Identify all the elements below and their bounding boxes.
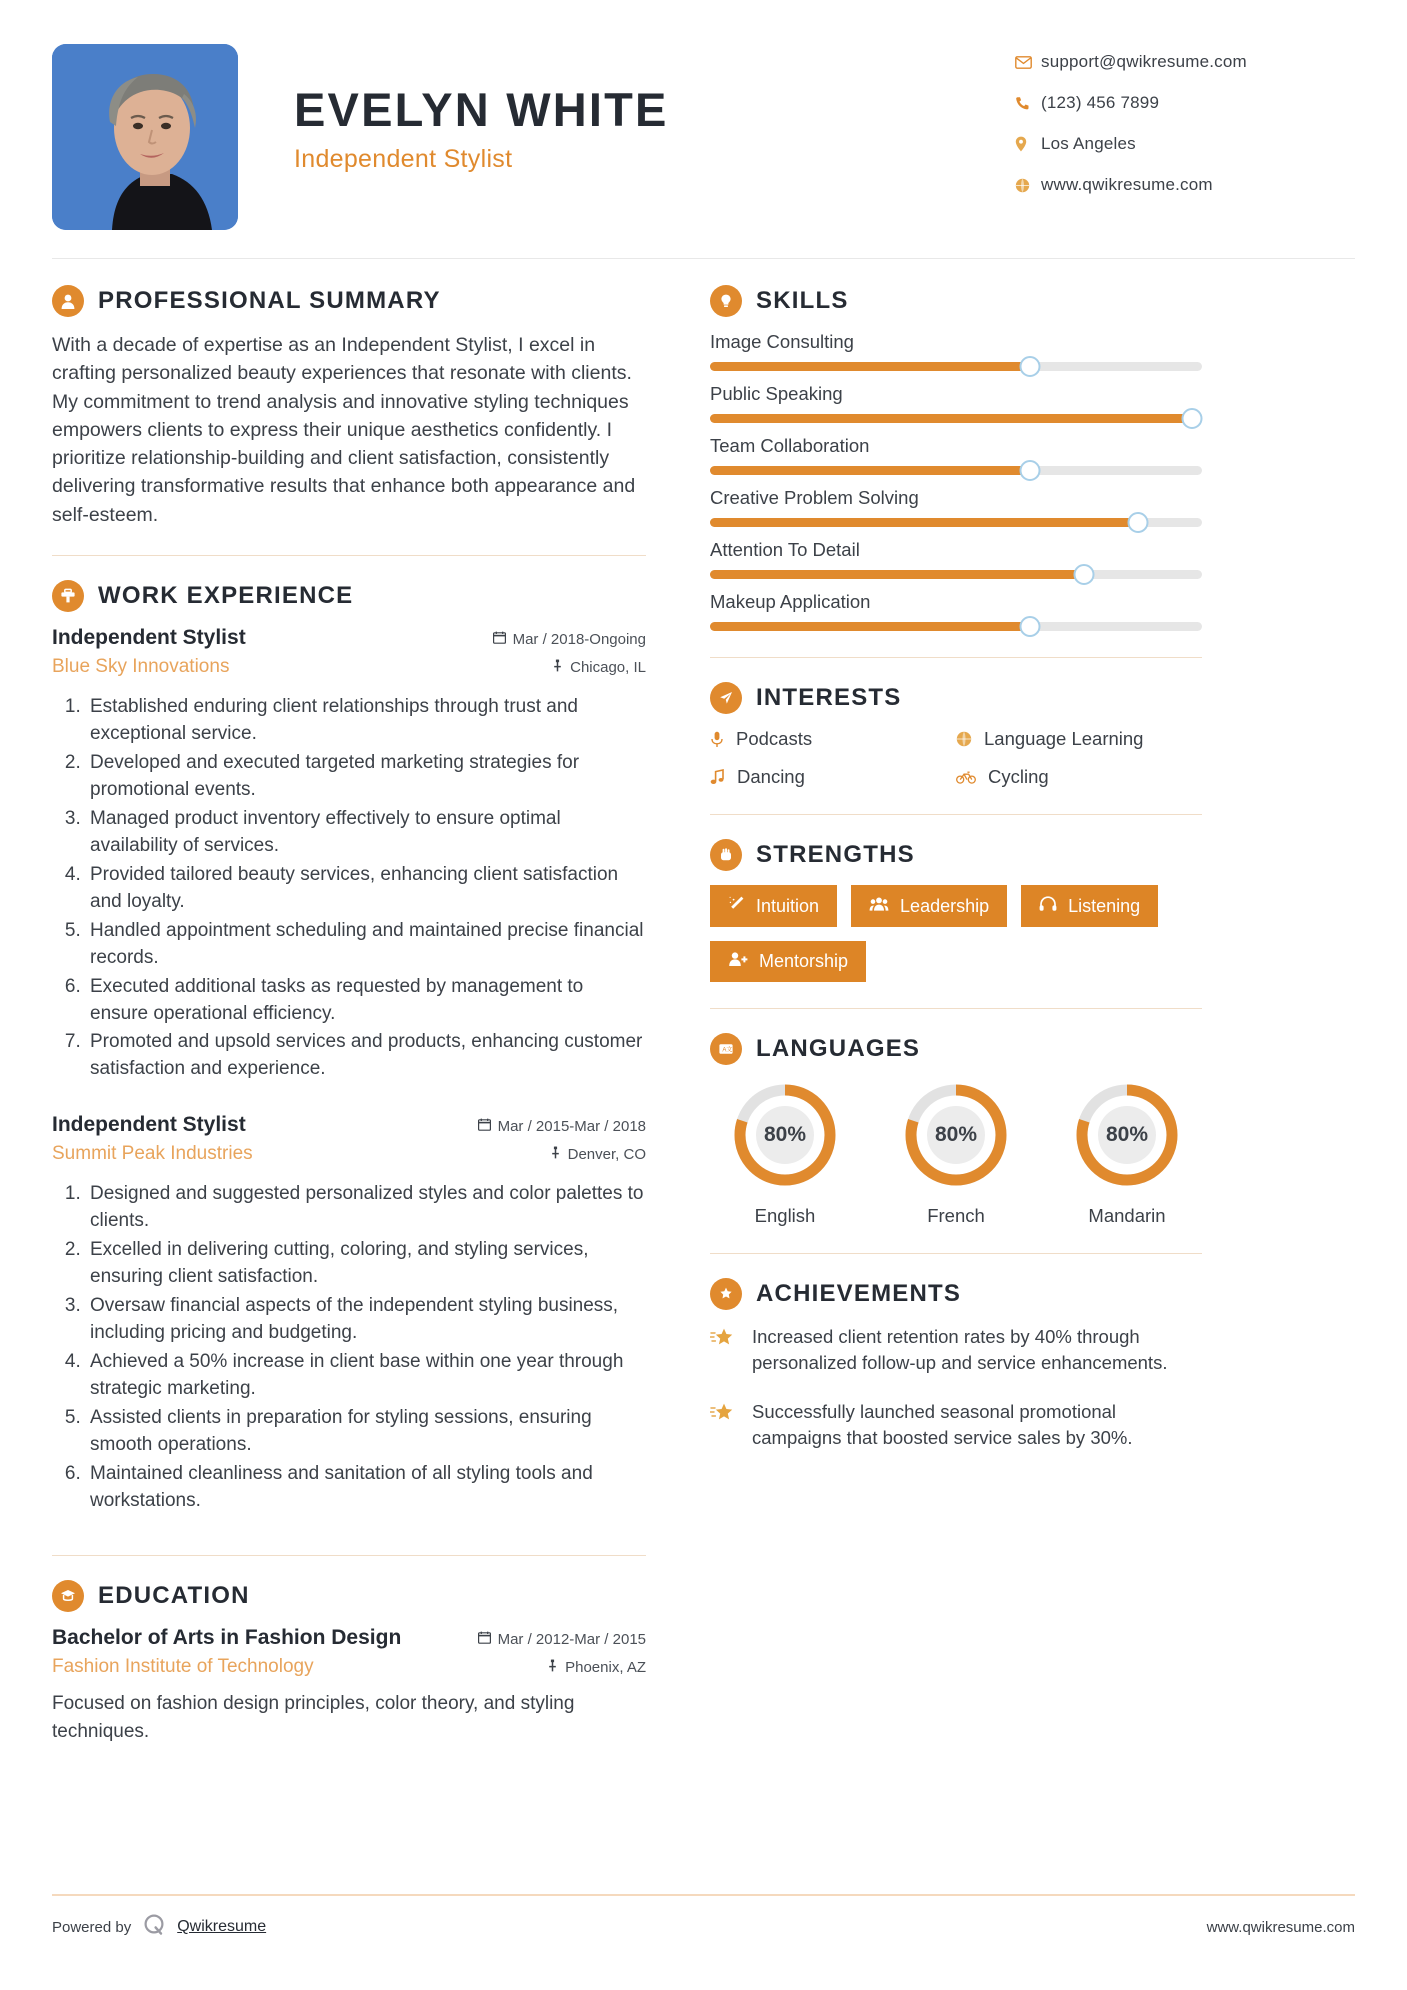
profile-photo (52, 44, 238, 230)
work-entry (52, 626, 646, 1084)
language-name: English (754, 1205, 816, 1226)
section-title: LANGUAGES (756, 1035, 921, 1062)
star-icon (710, 1399, 738, 1452)
interest-label: Language Learning (984, 728, 1144, 749)
users-group-icon (869, 896, 889, 917)
language-donut (729, 1079, 841, 1191)
header-divider (52, 258, 1355, 259)
skill-item (710, 383, 1202, 423)
skill-bar-knob[interactable] (1073, 564, 1094, 585)
bullet: 6. Maintained cleanliness and sanitation of all styling tools and workstations. (86, 1461, 646, 1515)
section-divider (52, 1555, 646, 1556)
skill-label: Public Speaking (710, 383, 843, 404)
skill-bar-track[interactable] (710, 518, 1202, 527)
bicycle-icon (956, 770, 976, 784)
interest-item (956, 728, 1202, 750)
achievement-item (710, 1324, 1202, 1377)
interest-item (956, 766, 1202, 788)
globe-icon (1015, 178, 1041, 193)
section-header (52, 285, 646, 317)
section-header (710, 285, 1202, 317)
contact-phone-text: (123) 456 7899 (1041, 93, 1160, 112)
section-title: ACHIEVEMENTS (756, 1280, 962, 1307)
strength-chip (710, 941, 866, 982)
powered-by (52, 1912, 266, 1942)
section-header (710, 1033, 1202, 1065)
svg-text:A: A (722, 1047, 727, 1054)
skill-bar-fill (710, 414, 1192, 423)
bullet: 3. Managed product inventory effectively to ensure optimal availability of services. (86, 806, 646, 860)
right-column (682, 285, 1202, 1745)
skill-bar-fill (710, 570, 1084, 579)
section-divider (710, 657, 1202, 658)
skill-label: Makeup Application (710, 591, 871, 612)
bullet: 4. Achieved a 50% increase in client base within one year through strategic marketing. (86, 1349, 646, 1403)
bullet: 1. Established enduring client relationships through trust and exceptional service. (86, 694, 646, 748)
achievement-text: Increased client retention rates by 40% through personalized follow-up and service enhancements. (752, 1326, 1168, 1374)
skill-item (710, 539, 1202, 579)
skill-item (710, 487, 1202, 527)
headphones-icon (1039, 896, 1057, 917)
lightbulb-circle-icon (710, 285, 742, 317)
skill-bar-track[interactable] (710, 414, 1202, 423)
paper-plane-circle-icon (710, 682, 742, 714)
strength-chip (1021, 885, 1158, 927)
job-bullets (86, 694, 646, 1084)
section-title: STRENGTHS (756, 841, 915, 868)
location-pin-icon (1015, 136, 1041, 152)
language-item (881, 1079, 1031, 1227)
person-circle-icon (52, 285, 84, 317)
skill-bar-fill (710, 622, 1030, 631)
skill-bar-track[interactable] (710, 362, 1202, 371)
section-divider (710, 814, 1202, 815)
section-header (52, 580, 646, 612)
strength-chip (710, 885, 837, 927)
interests-grid (710, 728, 1202, 788)
skill-bar-fill (710, 518, 1138, 527)
skill-item (710, 331, 1202, 371)
envelope-icon (1015, 56, 1041, 69)
section-title: EDUCATION (98, 1582, 250, 1610)
avatar (52, 44, 238, 230)
job-company: Summit Peak Industries (52, 1143, 253, 1165)
strengths-grid (710, 885, 1202, 982)
skill-label: Image Consulting (710, 331, 854, 352)
skill-bar-track[interactable] (710, 466, 1202, 475)
bullet: 2. Excelled in delivering cutting, coloring, and styling services, ensuring client satisfaction. (86, 1237, 646, 1291)
job-date-text: Mar / 2015-Mar / 2018 (497, 1118, 646, 1136)
powered-by-label: Powered by (52, 1918, 132, 1936)
achievement-item (710, 1399, 1202, 1452)
job-date (493, 631, 646, 648)
bullet: 4. Provided tailored beauty services, enhancing client satisfaction and loyalty. (86, 862, 646, 916)
skill-bar-track[interactable] (710, 570, 1202, 579)
section-title: PROFESSIONAL SUMMARY (98, 287, 441, 314)
interest-label: Dancing (737, 766, 805, 787)
skill-item (710, 591, 1202, 631)
calendar-icon (478, 1631, 491, 1648)
phone-icon (1015, 96, 1041, 111)
user-plus-icon (728, 951, 748, 972)
svg-text:文: 文 (726, 1047, 733, 1054)
job-location-text: Chicago, IL (570, 658, 646, 676)
job-bullets (86, 1181, 646, 1515)
star-icon (710, 1324, 738, 1377)
bullet: 6. Executed additional tasks as requested by management to ensure operational efficiency. (86, 974, 646, 1028)
skill-bar-knob[interactable] (1128, 512, 1149, 533)
section-header (710, 1278, 1202, 1310)
skill-bar-knob[interactable] (1019, 616, 1040, 637)
language-percent: 80% (1105, 1123, 1149, 1146)
globe-icon (956, 731, 972, 747)
summary-text: With a decade of expertise as an Independent Stylist, I excel in crafting personalized beauty experiences that resonate with clients. My commitment to trend analysis and innovative styling techniques empowers clients to express their unique aesthetics confidently. I prioritize relationship-building and client satisfaction, consistently delivering transformative results that enhance both appearance and self-esteem. (52, 334, 636, 526)
qwikresume-link[interactable]: Qwikresume (177, 1918, 267, 1935)
footer-url: www.qwikresume.com (1206, 1918, 1355, 1936)
job-date (478, 1118, 646, 1135)
job-date-text: Mar / 2018-Ongoing (512, 630, 646, 648)
skill-label: Attention To Detail (710, 539, 860, 560)
strength-label: Leadership (900, 895, 990, 916)
name-block (238, 44, 1015, 174)
contact-email[interactable] (1015, 52, 1355, 72)
footer-divider (52, 1894, 1355, 1896)
calendar-icon (478, 1118, 491, 1135)
section-languages (710, 1033, 1202, 1227)
language-percent: 80% (763, 1123, 807, 1146)
fist-circle-icon (710, 839, 742, 871)
section-skills (710, 285, 1202, 631)
interest-item (710, 728, 956, 750)
section-divider (710, 1253, 1202, 1254)
pin-icon (547, 1659, 558, 1676)
section-professional-summary (52, 285, 646, 529)
briefcase-circle-icon (52, 580, 84, 612)
section-education (52, 1580, 646, 1745)
pin-icon (550, 1146, 561, 1163)
interest-item (710, 766, 956, 788)
contact-list (1015, 44, 1355, 216)
language-donut (900, 1079, 1012, 1191)
section-interests (710, 682, 1202, 788)
graduation-circle-icon (52, 1580, 84, 1612)
bullet: 2. Developed and executed targeted marketing strategies for promotional events. (86, 750, 646, 804)
music-note-icon (710, 769, 725, 785)
bullet: 3. Oversaw financial aspects of the independent styling business, including pricing and budgeting. (86, 1293, 646, 1347)
interest-label: Podcasts (736, 728, 813, 749)
section-title: INTERESTS (756, 684, 902, 711)
section-header (710, 839, 1202, 871)
contact-location-text: Los Angeles (1041, 134, 1136, 153)
degree-title: Bachelor of Arts in Fashion Design (52, 1626, 402, 1650)
resume-footer (52, 1894, 1355, 1942)
job-location (552, 659, 646, 676)
skills-list (710, 331, 1202, 631)
language-item (710, 1079, 860, 1227)
language-donut (1071, 1079, 1183, 1191)
contact-phone[interactable] (1015, 93, 1355, 113)
job-title: Independent Stylist (52, 625, 246, 649)
job-title: Independent Stylist (52, 1113, 246, 1137)
language-name: French (927, 1205, 985, 1226)
resume-header (52, 0, 1355, 230)
section-title: SKILLS (756, 287, 849, 314)
section-divider (710, 1008, 1202, 1009)
left-column (52, 285, 682, 1745)
section-header (52, 1580, 646, 1612)
qwikresume-logo-icon (141, 1912, 167, 1942)
section-achievements (710, 1278, 1202, 1451)
job-role: Independent Stylist (294, 145, 513, 173)
calendar-icon (493, 631, 506, 648)
achievement-text: Successfully launched seasonal promotional campaigns that boosted service sales by 30%. (752, 1400, 1133, 1448)
education-location-text: Phoenix, AZ (565, 1659, 646, 1677)
skill-label: Creative Problem Solving (710, 487, 919, 508)
section-work-experience (52, 580, 646, 1515)
bullet: 5. Assisted clients in preparation for styling sessions, ensuring smooth operations. (86, 1405, 646, 1459)
translate-circle-icon (710, 1033, 742, 1065)
contact-location (1015, 134, 1355, 154)
job-location-text: Denver, CO (567, 1146, 646, 1164)
education-location (547, 1659, 646, 1676)
bullet: 7. Promoted and upsold services and products, enhancing customer satisfaction and experience. (86, 1029, 646, 1083)
strength-label: Intuition (756, 895, 820, 916)
section-strengths (710, 839, 1202, 982)
skill-bar-track[interactable] (710, 622, 1202, 631)
award-circle-icon (710, 1278, 742, 1310)
skill-bar-fill (710, 362, 1030, 371)
school-name: Fashion Institute of Technology (52, 1656, 314, 1678)
section-divider (52, 555, 646, 556)
skill-bar-fill (710, 466, 1030, 475)
microphone-icon (710, 731, 724, 748)
interest-label: Cycling (988, 766, 1049, 787)
strength-label: Listening (1068, 895, 1141, 916)
languages-row (710, 1079, 1202, 1227)
work-entry (52, 1113, 646, 1515)
contact-website[interactable] (1015, 175, 1355, 195)
contact-website-text: www.qwikresume.com (1041, 175, 1213, 194)
job-location (550, 1146, 646, 1163)
education-description: Focused on fashion design principles, color theory, and styling techniques. (52, 1693, 575, 1742)
strength-label: Mentorship (759, 951, 849, 971)
language-name: Mandarin (1088, 1205, 1166, 1226)
education-date-text: Mar / 2012-Mar / 2015 (497, 1631, 646, 1649)
section-header (710, 682, 1202, 714)
language-item (1052, 1079, 1202, 1227)
magic-wand-icon (728, 895, 745, 917)
pin-icon (552, 659, 563, 676)
resume-body (52, 285, 1355, 1745)
skill-bar-knob[interactable] (1019, 356, 1040, 377)
job-company: Blue Sky Innovations (52, 655, 230, 677)
skill-item (710, 435, 1202, 475)
bullet: 5. Handled appointment scheduling and maintained precise financial records. (86, 918, 646, 972)
full-name: EVELYN WHITE (294, 83, 669, 136)
bullet: 1. Designed and suggested personalized styles and color palettes to clients. (86, 1181, 646, 1235)
skill-label: Team Collaboration (710, 435, 870, 456)
contact-email-text: support@qwikresume.com (1041, 52, 1247, 71)
skill-bar-knob[interactable] (1182, 408, 1203, 429)
strength-chip (851, 885, 1007, 927)
section-title: WORK EXPERIENCE (98, 581, 354, 609)
language-percent: 80% (934, 1123, 978, 1146)
skill-bar-knob[interactable] (1019, 460, 1040, 481)
education-date (478, 1631, 646, 1648)
